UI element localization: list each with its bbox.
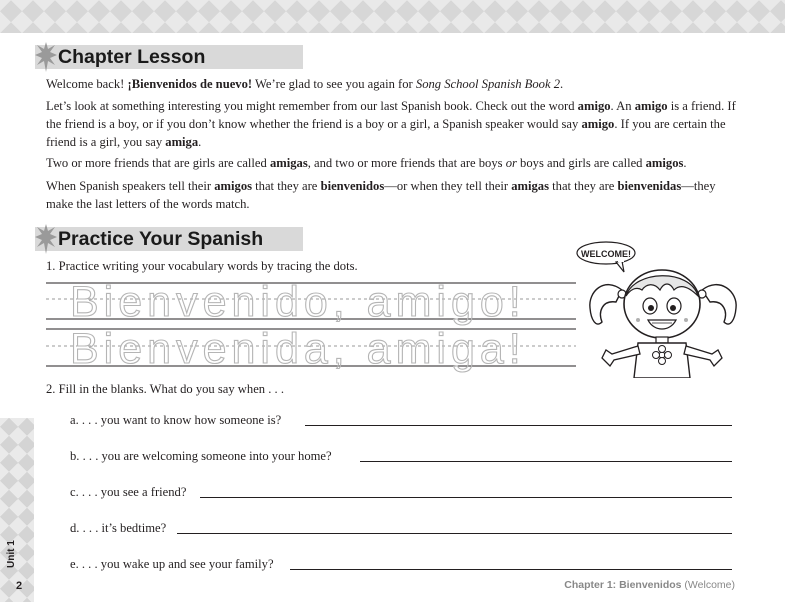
question-2: 2. Fill in the blanks. What do you say when . . . xyxy=(46,382,284,396)
answer-line-c[interactable] xyxy=(200,497,732,498)
speech-bubble xyxy=(577,242,635,272)
section-title: Practice Your Spanish xyxy=(58,228,264,250)
page-number: 2 xyxy=(16,580,23,592)
agreement-paragraph: When Spanish speakers tell their amigos that they are bienvenidos—or when they tell their amigas that they are bienvenidas—they make the last letters of the words match. xyxy=(46,179,716,211)
blank-item-b: b. . . . you are welcoming someone into your home? xyxy=(70,449,332,463)
blank-item-c: c. . . . you see a friend? xyxy=(70,485,187,499)
answer-line-b[interactable] xyxy=(360,461,732,462)
star-burst-icon xyxy=(35,224,57,254)
answer-line-a[interactable] xyxy=(305,425,732,426)
question-1: 1. Practice writing your vocabulary words by tracing the dots. xyxy=(46,259,358,273)
answer-line-e[interactable] xyxy=(290,569,732,570)
bubble-text: WELCOME! xyxy=(581,249,631,259)
top-decorative-band xyxy=(0,0,785,33)
chapter-lesson-header xyxy=(35,45,303,69)
side-decorative-band xyxy=(0,418,34,602)
amigo-paragraph: Let’s look at something interesting you might remember from our last Spanish book. Check out the word amigo. An amigo is a friend. If the friend is a boy, or if you don’t know whether the friend is a boy or a girl, a Spanish speaker would say amigo. If you are certain the friend is a girl, you say amiga. xyxy=(46,99,736,149)
blank-item-d: d. . . . it’s bedtime? xyxy=(70,521,167,535)
girl-illustration xyxy=(576,240,748,378)
blank-item-a: a. . . . you want to know how someone is? xyxy=(70,413,282,427)
trace-word-1[interactable]: Bienvenido, amigo! xyxy=(70,278,526,326)
trace-word-2[interactable]: Bienvenida, amiga! xyxy=(70,325,526,373)
unit-label: Unit 1 xyxy=(6,540,17,568)
star-burst-icon xyxy=(35,42,57,72)
section-title: Chapter Lesson xyxy=(58,46,206,68)
blank-item-e: e. . . . you wake up and see your family? xyxy=(70,557,274,571)
plural-paragraph: Two or more friends that are girls are called amigas, and two or more friends that are boys or boys and girls are called amigos. xyxy=(46,156,687,170)
intro-paragraph: Welcome back! ¡Bienvenidos de nuevo! We’re glad to see you again for Song School Spanish Book 2. xyxy=(46,77,564,91)
chapter-footer: Chapter 1: Bienvenidos (Welcome) xyxy=(564,579,735,591)
practice-header xyxy=(35,227,303,251)
answer-line-d[interactable] xyxy=(177,533,732,534)
